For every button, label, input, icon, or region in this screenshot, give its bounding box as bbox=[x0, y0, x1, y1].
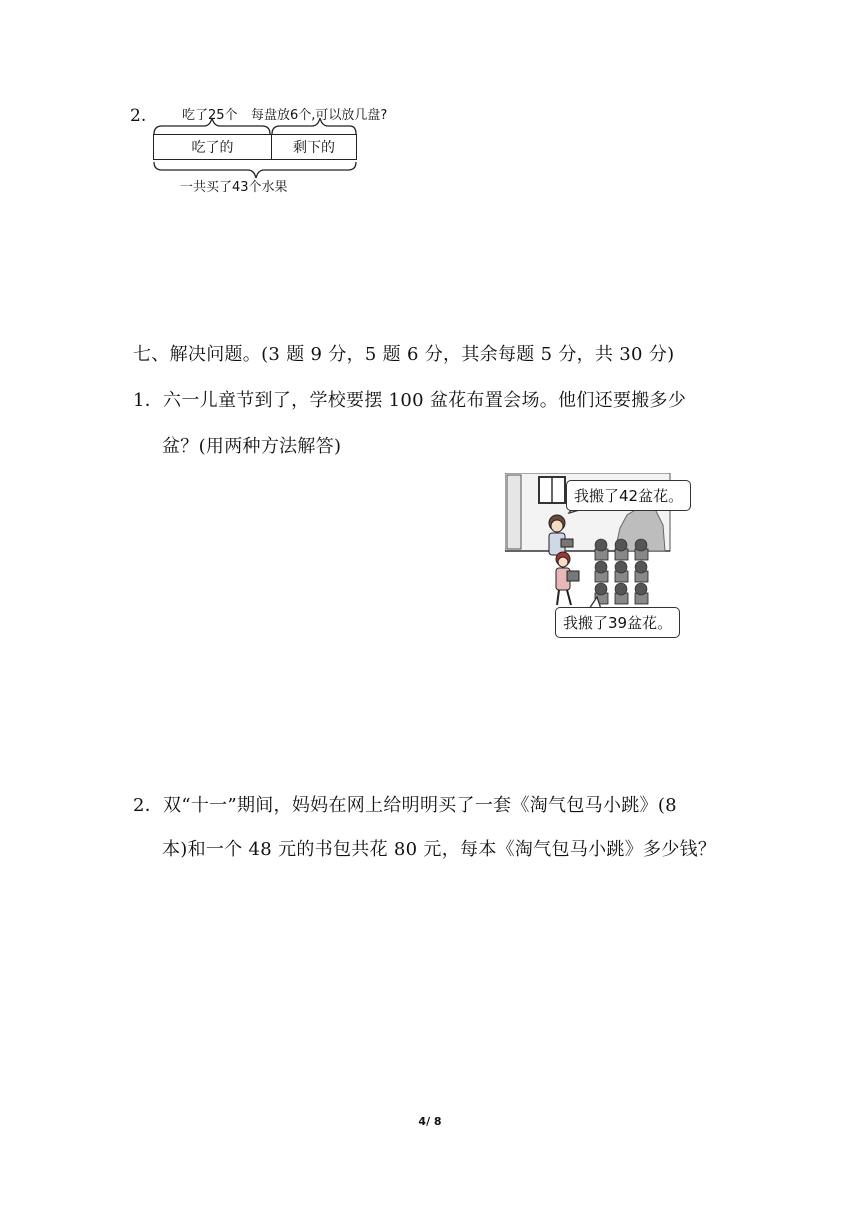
speech-bubble-top: 我搬了42盆花。 bbox=[566, 480, 691, 511]
flower-pots-illustration bbox=[505, 473, 705, 645]
diagram-top-right-label: 每盘放6个,可以放几盘? bbox=[251, 108, 388, 123]
diagram-top-left-label: 吃了25个 bbox=[182, 108, 238, 123]
question-1-line-1: 1．六一儿童节到了，学校要摆 100 盆花布置会场。他们还要搬多少 bbox=[133, 390, 687, 411]
question-2-line-1: 2．双“十一”期间，妈妈在网上给明明买了一套《淘气包马小跳》(8 bbox=[133, 795, 677, 816]
speech-bubble-bottom: 我搬了39盆花。 bbox=[555, 607, 680, 638]
question-1-line-2: 盆？(用两种方法解答) bbox=[162, 436, 342, 457]
diagram-box-remaining: 剩下的 bbox=[271, 134, 357, 160]
section-heading: 七、解决问题。(3 题 9 分，5 题 6 分，其余每题 5 分，共 30 分) bbox=[133, 344, 675, 365]
page-number: 4/ 8 bbox=[418, 1115, 442, 1128]
diagram-bottom-label: 一共买了43个水果 bbox=[180, 180, 288, 195]
question-2-line-2: 本)和一个 48 元的书包共花 80 元，每本《淘气包马小跳》多少钱？ bbox=[162, 839, 717, 860]
diagram-number: 2. bbox=[130, 106, 147, 126]
diagram-box-eaten: 吃了的 bbox=[153, 134, 272, 160]
